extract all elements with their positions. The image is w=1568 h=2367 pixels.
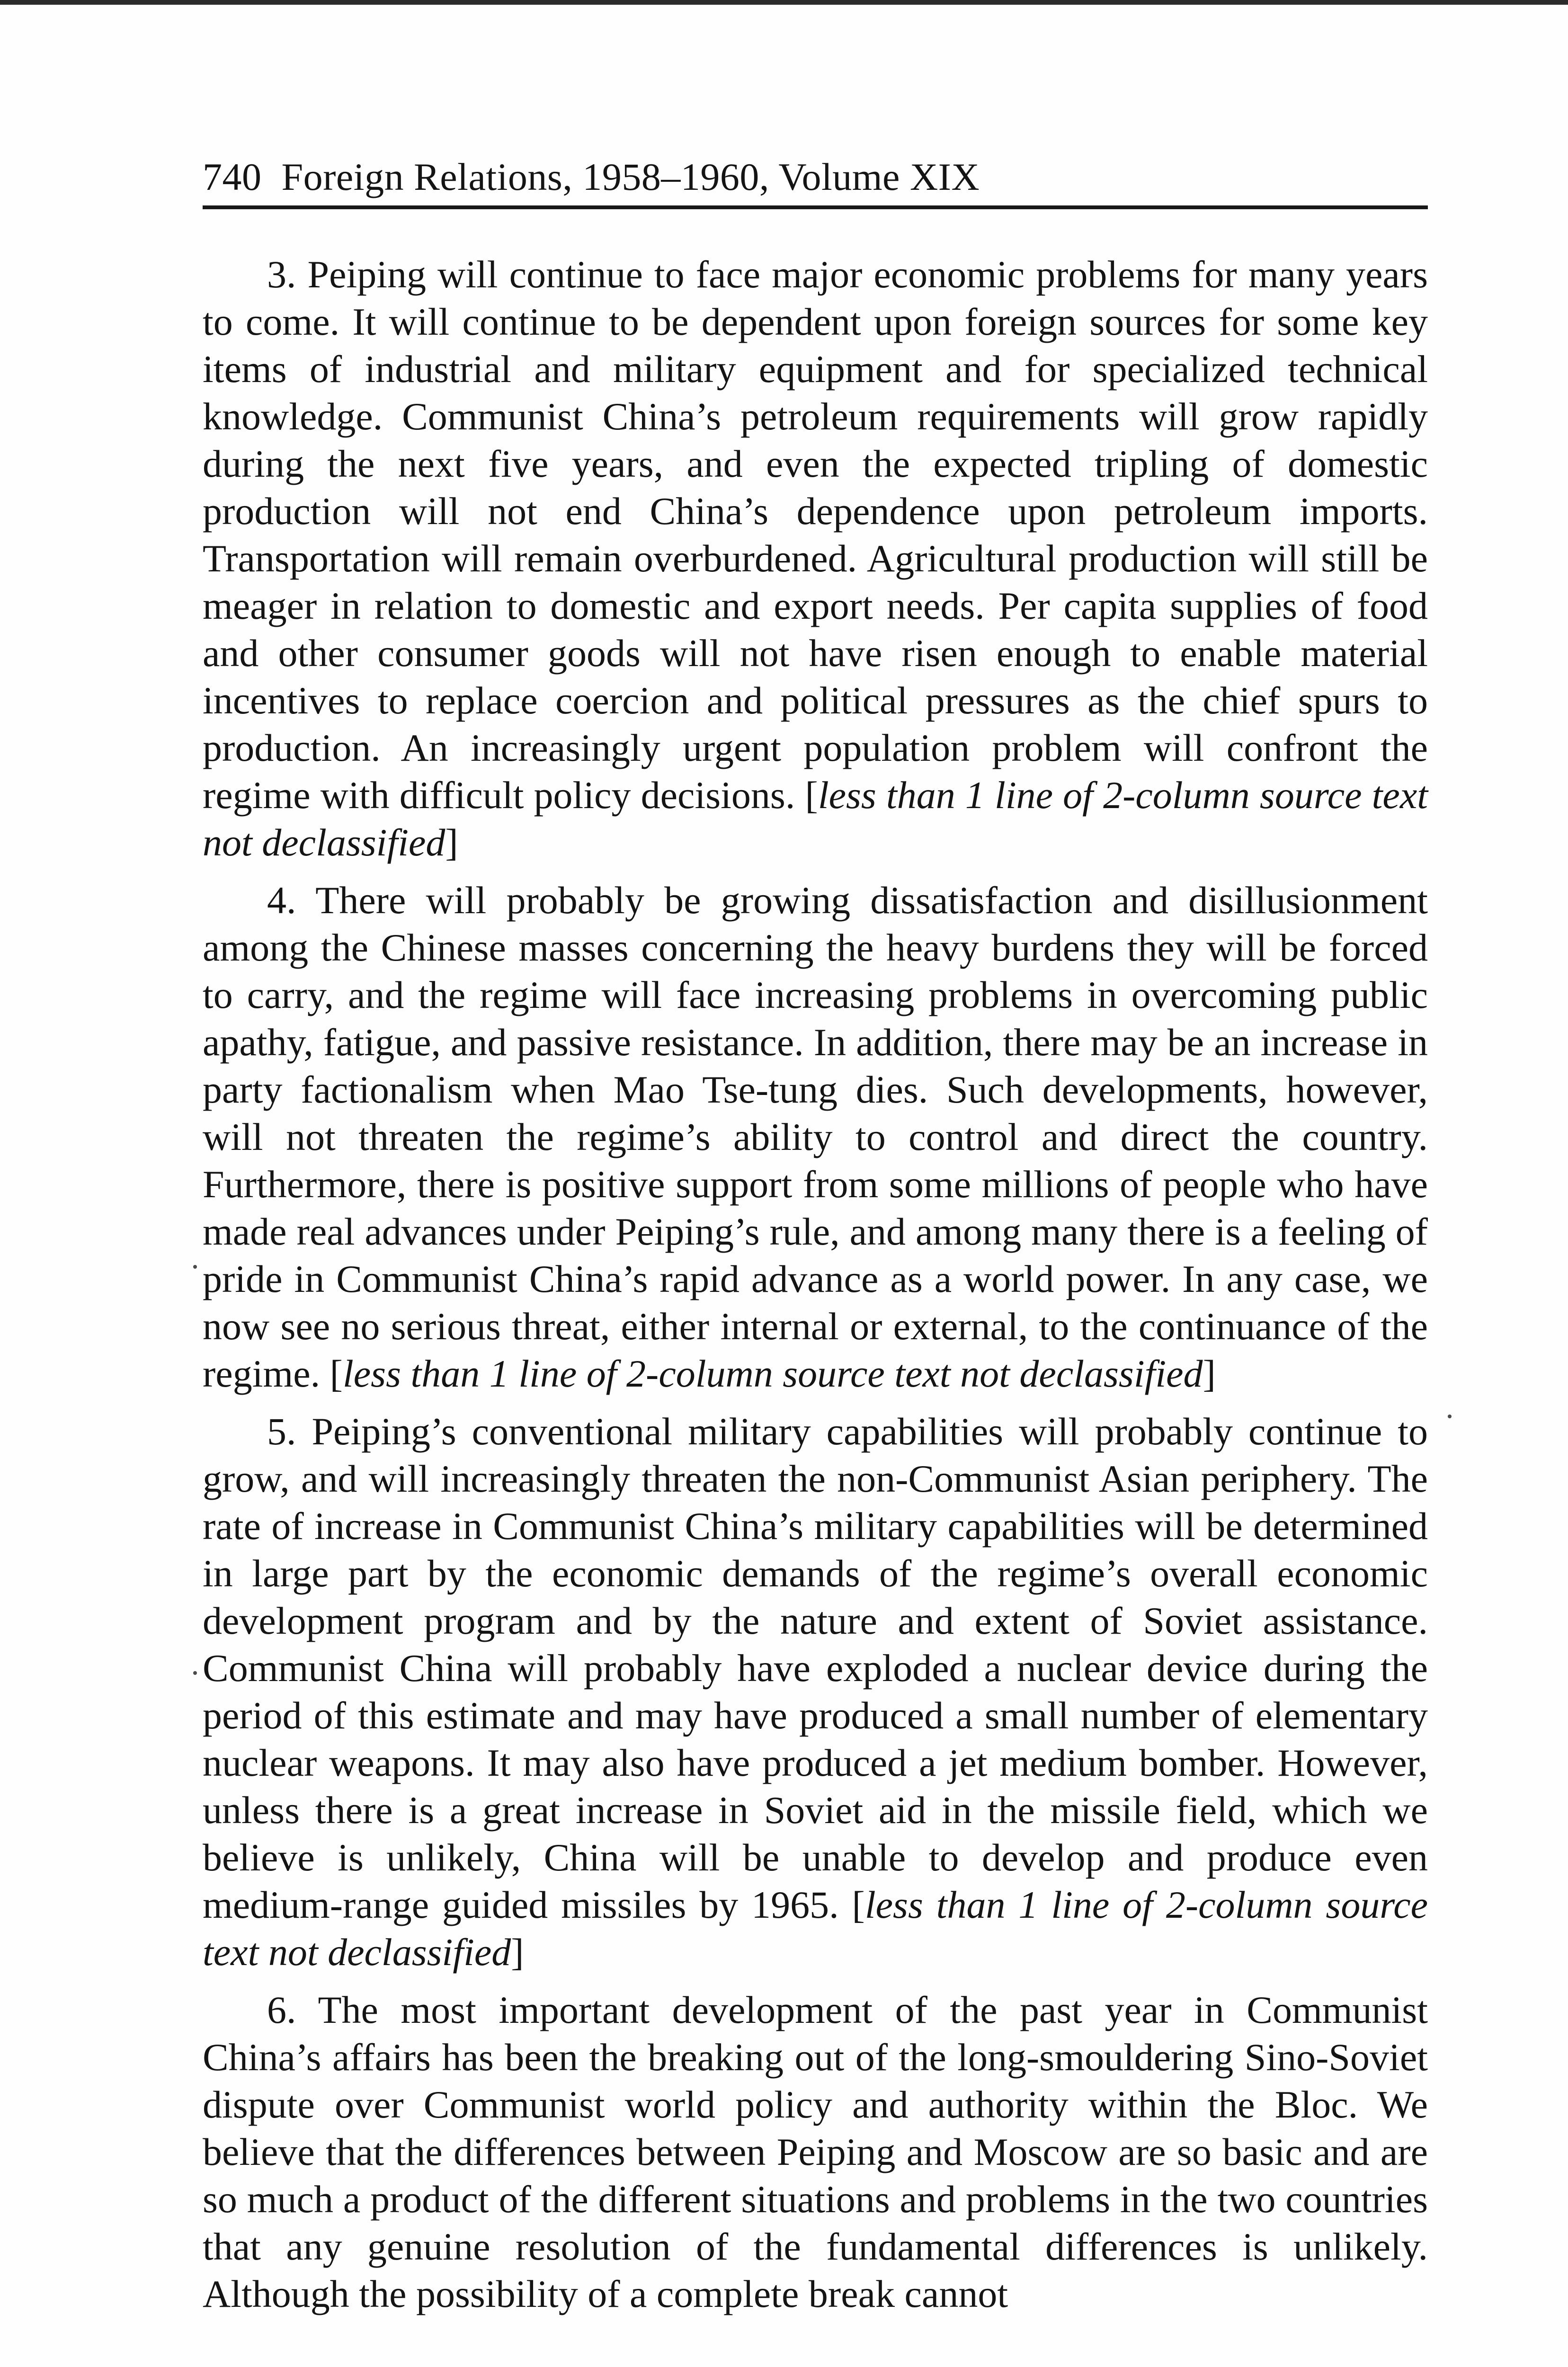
declassification-note: less than 1 line of 2-column source text not declassified (342, 1352, 1203, 1395)
scan-speck (193, 1265, 197, 1269)
paragraph-text: The most important development of the past year in Communist China’s affairs has been the breaking out of the long-smouldering Sino-Soviet dispute over Communist world policy and authority within the Bloc. We believe that the differences between Peiping and Moscow are so basic and are so much a product of the different situations and problems in the two countries that any genuine resolution of the fundamental differences is unlikely. Although the possibility of a complete break cannot (203, 1988, 1428, 2315)
scan-speck (1448, 1415, 1452, 1418)
declassification-note: less than 1 line of 2-column source text not declassified (203, 1883, 1428, 1974)
running-header (203, 151, 1430, 204)
paragraph-number: 6. (267, 1988, 296, 2031)
document-body (203, 251, 1428, 2318)
running-title: Foreign Relations, 1958–1960, Volume XIX (281, 155, 980, 198)
scan-speck (193, 1671, 197, 1675)
paragraph-text: There will probably be growing dissatisfaction and disillusionment among the Chinese masses concerning the heavy burdens they will be forced to carry, and the regime will face increasing problems in overcoming public apathy, fatigue, and passive resistance. In addition, there may be an increase in party factionalism when Mao Tse-tung dies. Such developments, however, will not threaten the regime’s ability to control and direct the country. Furthermore, there is positive support from some millions of people who have made real advances under Peiping’s rule, and among many there is a feeling of pride in Communist China’s rapid advance as a world power. In any case, we now see no serious threat, either internal or external, to the continuance of the regime. (203, 879, 1428, 1395)
paragraph-text: Peiping’s conventional military capabilities will probably continue to grow, and will increasingly threaten the non-Communist Asian periphery. The rate of increase in Communist China’s military capabilities will be determined in large part by the economic demands of the regime’s overall economic development program and by the nature and extent of Soviet assistance. Communist China will probably have exploded a nuclear device during the period of this estimate and may have produced a small number of elementary nuclear weapons. It may also have produced a jet medium bomber. However, unless there is a great increase in Soviet aid in the missile field, which we believe is unlikely, China will be unable to develop and produce even medium-range guided missiles by 1965. (203, 1410, 1428, 1926)
declassification-note: less than 1 line of 2-column source text not declassified (203, 774, 1428, 864)
paragraph-3: 3. Peiping will continue to face major economic problems for many years to come. It will continue to be dependent upon foreign sources for some key items of industrial and military equipment and for specialized technical knowledge. Communist China’s petroleum requirements will grow rapidly during the next five years, and even the expected tripling of domestic production will not end China’s dependence upon petroleum imports. Transportation will remain overburdened. Agricultural production will still be meager in relation to domestic and export needs. Per capita supplies of food and other consumer goods will not have risen enough to enable material incentives to replace coercion and political pressures as the chief spurs to production. An increasingly urgent population problem will confront the regime with difficult policy decisions. [less than 1 line of 2-column source text not declassified] (203, 253, 1428, 864)
header-rule (203, 205, 1428, 209)
paragraph-number: 5. (267, 1410, 296, 1453)
paragraph-4: 4. There will probably be growing dissatisfaction and disillusionment among the Chinese masses concerning the heavy burdens they will be forced to carry, and the regime will face increasing problems in overcoming public apathy, fatigue, and passive resistance. In addition, there may be an increase in party factionalism when Mao Tse-tung dies. Such developments, however, will not threaten the regime’s ability to control and direct the country. Furthermore, there is positive support from some millions of people who have made real advances under Peiping’s rule, and among many there is a feeling of pride in Communist China’s rapid advance as a world power. In any case, we now see no serious threat, either internal or external, to the continuance of the regime. [less than 1 line of 2-column source text not declassified] (203, 879, 1428, 1395)
page-number: 740 (203, 155, 262, 198)
paragraph-6 (203, 1986, 1428, 2318)
paragraph-5: 5. Peiping’s conventional military capabilities will probably continue to grow, and will increasingly threaten the non-Communist Asian periphery. The rate of increase in Communist China’s military capabilities will be determined in large part by the economic demands of the regime’s overall economic development program and by the nature and extent of Soviet assistance. Communist China will probably have exploded a nuclear device during the period of this estimate and may have produced a small number of elementary nuclear weapons. It may also have produced a jet medium bomber. However, unless there is a great increase in Soviet aid in the missile field, which we believe is unlikely, China will be unable to develop and produce even medium-range guided missiles by 1965. [less than 1 line of 2-column source text not declassified] (203, 1410, 1428, 1974)
scan-top-edge (0, 0, 1568, 5)
paragraph-number: 4. (267, 879, 296, 922)
paragraph-text: Peiping will continue to face major economic problems for many years to come. It will continue to be dependent upon foreign sources for some key items of industrial and military equipment and for specialized technical knowledge. Communist China’s petroleum requirements will grow rapidly during the next five years, and even the expected tripling of domestic production will not end China’s dependence upon petroleum imports. Transportation will remain overburdened. Agricultural production will still be meager in relation to domestic and export needs. Per capita supplies of food and other consumer goods will not have risen enough to enable material incentives to replace coercion and political pressures as the chief spurs to production. An increasingly urgent population problem will confront the regime with difficult policy decisions. (203, 253, 1428, 817)
paragraph-number: 3. (267, 253, 296, 296)
